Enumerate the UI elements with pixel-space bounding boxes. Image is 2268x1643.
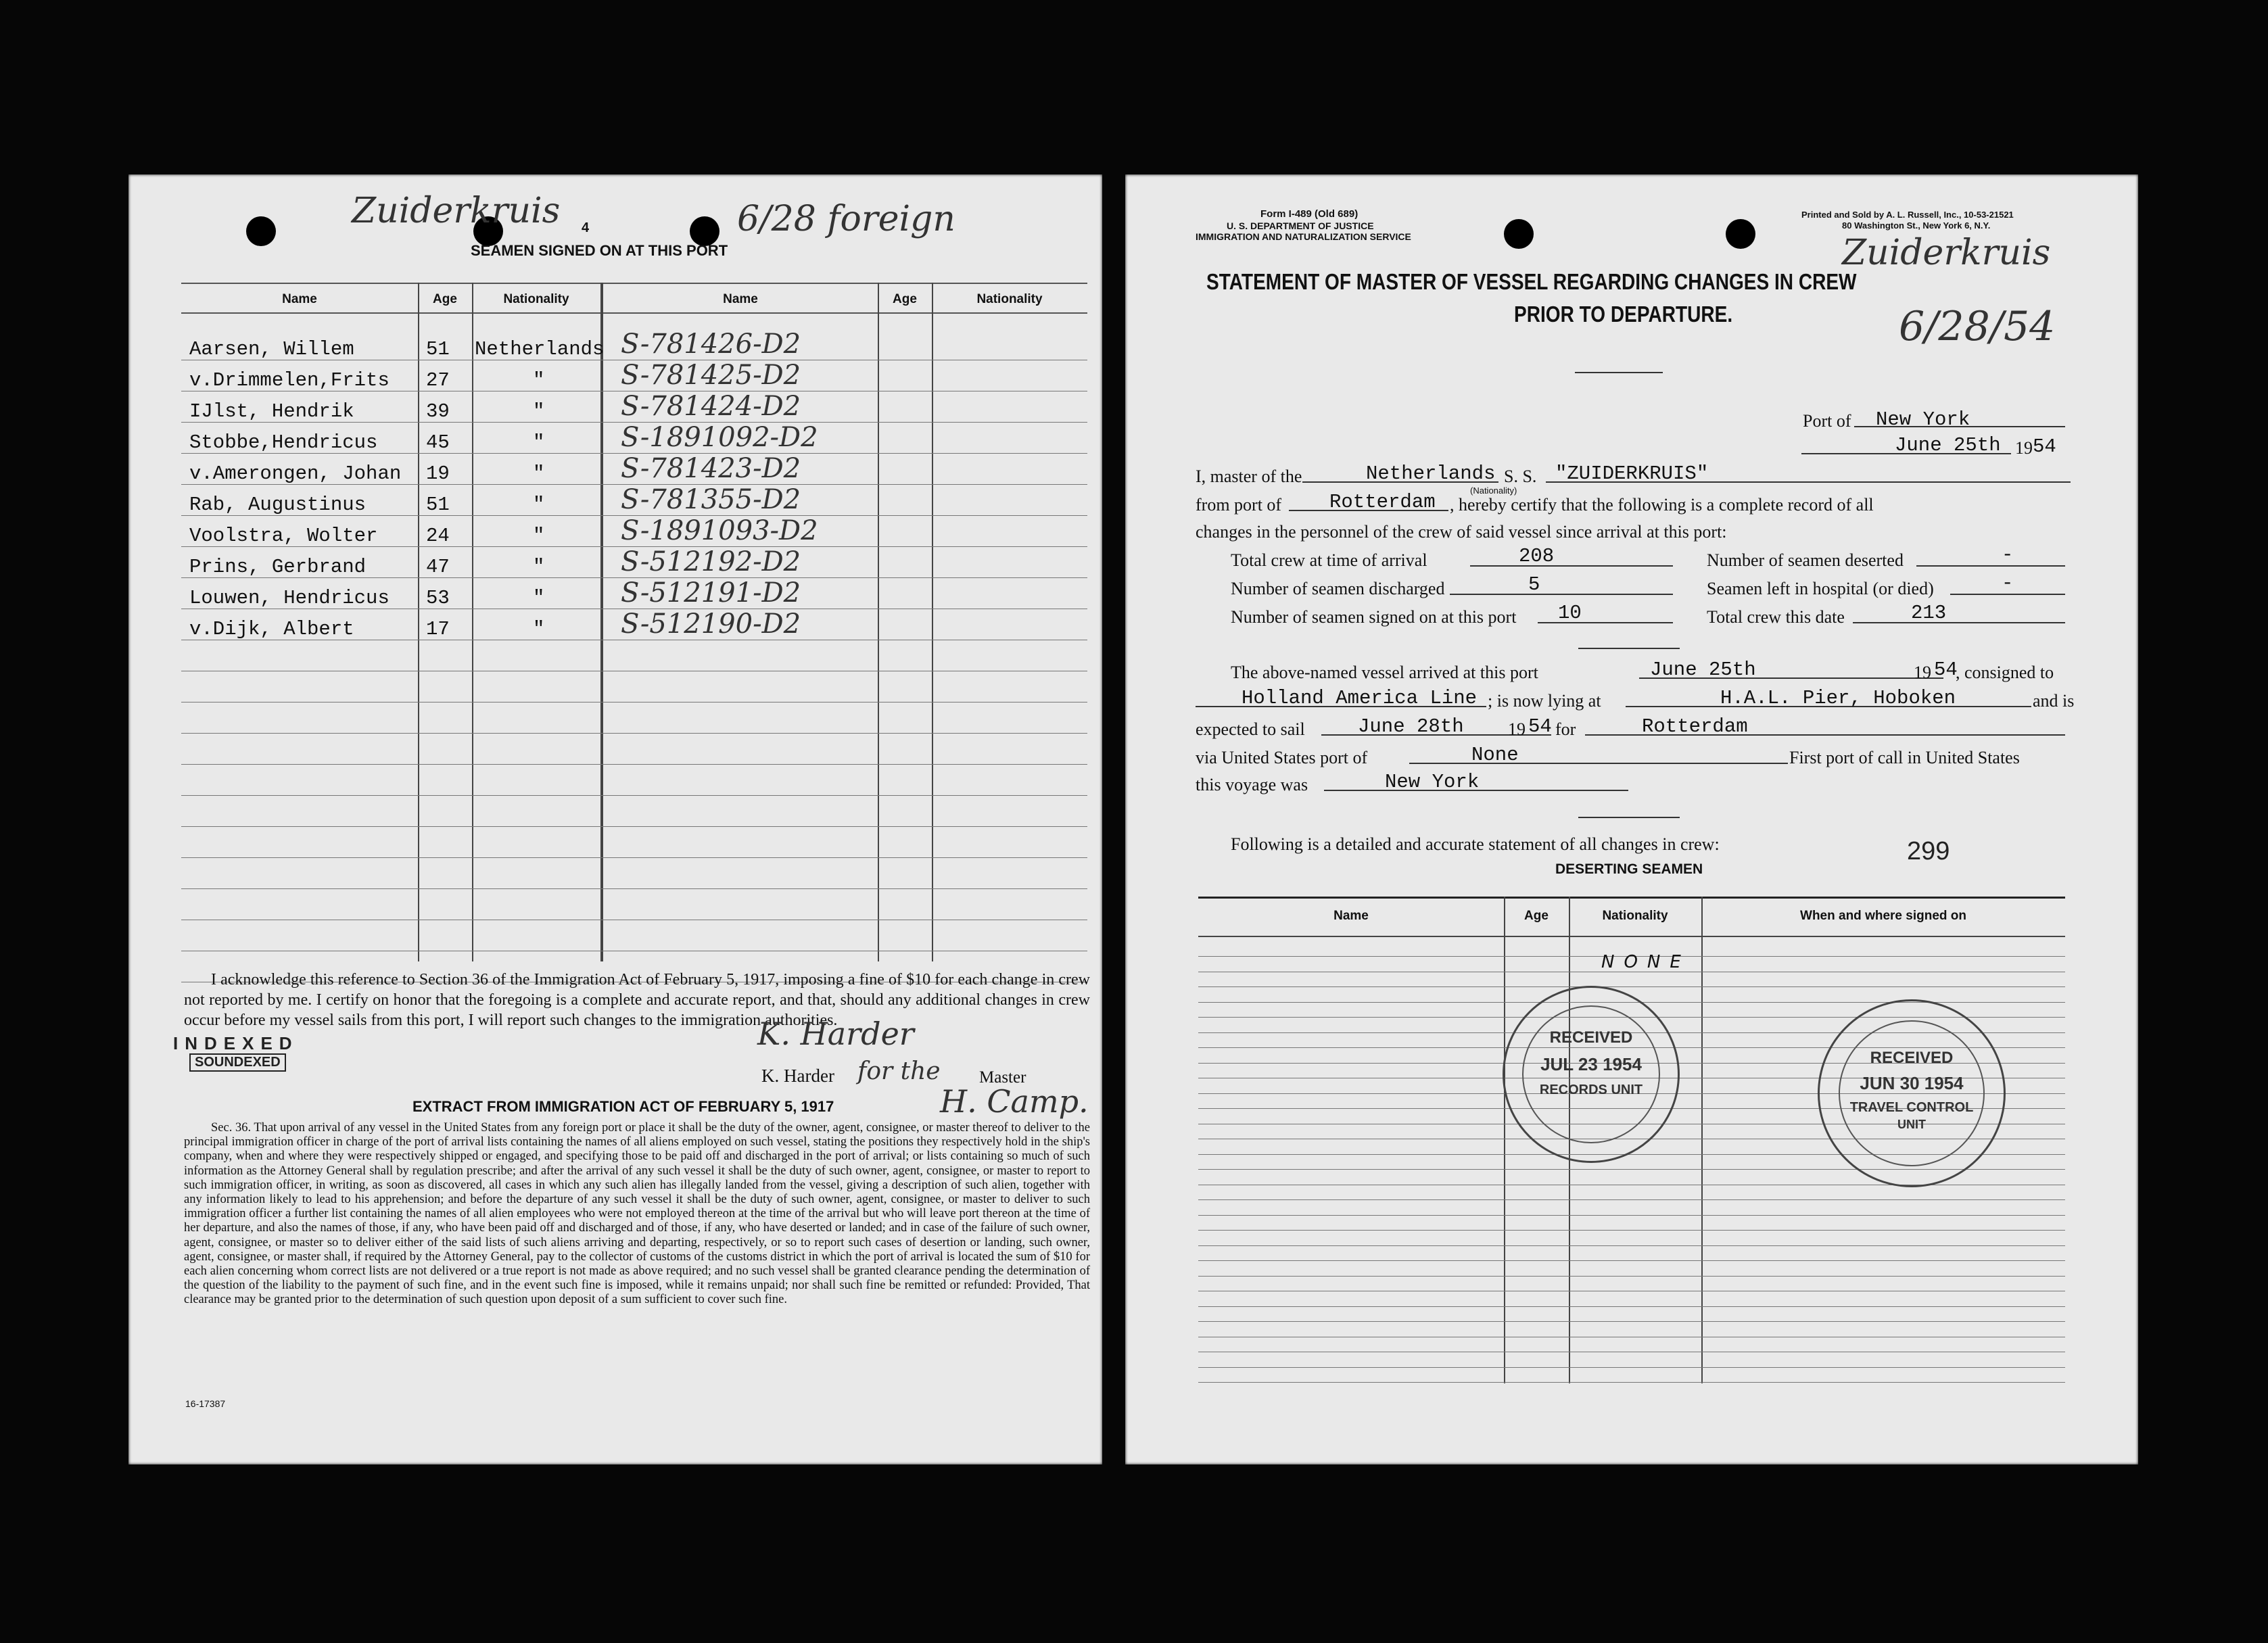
expected-year: 54 bbox=[1528, 715, 1552, 738]
title-line-2: PRIOR TO DEPARTURE. bbox=[1514, 302, 1733, 327]
left-page bbox=[128, 174, 1102, 1465]
signature-script: K. Harder bbox=[757, 1016, 914, 1052]
deserted-value: - bbox=[2002, 544, 2014, 566]
ruled-line bbox=[1198, 1245, 2065, 1246]
signed-on-label: Number of seamen signed on at this port bbox=[1231, 607, 1517, 627]
discharged-value: 5 bbox=[1528, 573, 1540, 596]
form-number: Form I-489 (Old 689) bbox=[1260, 208, 1359, 220]
column-header: Nationality bbox=[1602, 909, 1668, 923]
seaman-document-number: S-781355-D2 bbox=[621, 484, 801, 515]
year-value: 54 bbox=[2033, 435, 2056, 458]
ruled-line bbox=[1198, 1306, 2065, 1307]
seaman-name: Louwen, Hendricus bbox=[189, 587, 389, 609]
seaman-age: 17 bbox=[426, 618, 450, 640]
seaman-document-number: S-512191-D2 bbox=[621, 577, 801, 609]
seaman-nationality: Netherlands bbox=[475, 338, 605, 360]
master-of-the-label: I, master of the bbox=[1196, 467, 1302, 486]
ruled-line bbox=[1198, 1276, 2065, 1277]
ruled-line bbox=[181, 795, 1087, 796]
first-port-label: First port of call in United States bbox=[1789, 748, 2020, 767]
print-code: 16-17387 bbox=[185, 1398, 226, 1409]
seaman-age: 47 bbox=[426, 556, 450, 578]
service: IMMIGRATION AND NATURALIZATION SERVICE bbox=[1196, 231, 1411, 242]
ruled-line bbox=[1198, 1367, 2065, 1368]
expected-year-prefix: 19 bbox=[1508, 719, 1526, 739]
seaman-document-number: S-781424-D2 bbox=[621, 391, 801, 422]
stamp-text: RECORDS UNIT bbox=[1539, 1082, 1643, 1097]
via-label: via United States port of bbox=[1196, 748, 1368, 767]
ship-name: "ZUIDERKRUIS" bbox=[1555, 462, 1709, 485]
and-is-label: and is bbox=[2033, 691, 2075, 711]
certify-text: , hereby certify that the following is a complete record of all bbox=[1450, 495, 1874, 515]
ruled-line bbox=[181, 764, 1087, 765]
arrived-value: June 25th bbox=[1650, 659, 1756, 681]
from-port-value: Rotterdam bbox=[1329, 491, 1436, 513]
following-text: Following is a detailed and accurate statement of all changes in crew: bbox=[1231, 834, 1720, 854]
seaman-name: Aarsen, Willem bbox=[189, 338, 354, 360]
voyage-value: New York bbox=[1385, 771, 1480, 793]
received-stamp-travel-control bbox=[1818, 999, 2006, 1187]
for-value: Rotterdam bbox=[1642, 715, 1748, 738]
ruled-line bbox=[1198, 1199, 2065, 1200]
seaman-name: IJlst, Hendrik bbox=[189, 400, 354, 423]
extract-title: EXTRACT FROM IMMIGRATION ACT OF FEBRUARY 5, 1917 bbox=[412, 1098, 834, 1115]
deserting-title: DESERTING SEAMEN bbox=[1555, 861, 1703, 877]
port-value: New York bbox=[1876, 408, 1970, 431]
column-header: Nationality bbox=[976, 292, 1043, 306]
column-header: Age bbox=[1524, 909, 1549, 923]
punch-hole bbox=[246, 216, 276, 246]
via-value: None bbox=[1471, 744, 1519, 766]
seaman-nationality: " bbox=[533, 400, 545, 423]
soundexed-stamp: SOUNDEXED bbox=[189, 1053, 286, 1072]
column-header: Name bbox=[723, 292, 758, 306]
column-header: Name bbox=[1333, 909, 1369, 923]
ruled-line bbox=[181, 857, 1087, 858]
signature-for: for the bbox=[857, 1057, 941, 1085]
seaman-document-number: S-1891093-D2 bbox=[621, 515, 818, 546]
year-prefix: 19 bbox=[2015, 438, 2033, 458]
from-port-label: from port of bbox=[1196, 495, 1282, 515]
for-label: for bbox=[1555, 719, 1576, 739]
seaman-age: 51 bbox=[426, 338, 450, 360]
total-crew-arrival-value: 208 bbox=[1519, 545, 1555, 567]
hospital-value: - bbox=[2002, 572, 2014, 594]
title-line-1: STATEMENT OF MASTER OF VESSEL REGARDING CHANGES IN CREW bbox=[1206, 269, 1857, 294]
seaman-name: Rab, Augustinus bbox=[189, 494, 367, 516]
lying-value: H.A.L. Pier, Hoboken bbox=[1720, 687, 1956, 709]
total-crew-arrival-label: Total crew at time of arrival bbox=[1231, 550, 1427, 570]
column-header: Nationality bbox=[503, 292, 569, 306]
date-value: June 25th bbox=[1895, 434, 2001, 456]
signature-typed: K. Harder bbox=[761, 1066, 834, 1086]
nationality-caption: (Nationality) bbox=[1470, 485, 1517, 496]
consignee: Holland America Line bbox=[1242, 687, 1478, 709]
column-header: Age bbox=[893, 292, 917, 306]
consigned-label: , consigned to bbox=[1956, 663, 2054, 682]
deserted-label: Number of seamen deserted bbox=[1707, 550, 1904, 570]
nationality-value: Netherlands bbox=[1366, 462, 1496, 485]
stamp-text: JUN 30 1954 bbox=[1860, 1073, 1964, 1093]
right-page bbox=[1125, 174, 2138, 1465]
discharged-label: Number of seamen discharged bbox=[1231, 579, 1445, 598]
signature-second: H. Camp. bbox=[940, 1083, 1089, 1120]
arrived-year-prefix: 19 bbox=[1914, 663, 1931, 682]
seaman-nationality: " bbox=[533, 494, 545, 516]
signed-on-value: 10 bbox=[1558, 602, 1582, 624]
stamp-text: TRAVEL CONTROL bbox=[1849, 1100, 1974, 1115]
seaman-nationality: " bbox=[533, 556, 545, 578]
seaman-nationality: " bbox=[533, 618, 545, 640]
seaman-age: 51 bbox=[426, 494, 450, 516]
voyage-label: this voyage was bbox=[1196, 775, 1308, 794]
port-label: Port of bbox=[1803, 411, 1851, 431]
page-number: 4 bbox=[582, 220, 590, 235]
arrived-label: The above-named vessel arrived at this port bbox=[1231, 663, 1538, 682]
handwritten-note: 6/28 foreign bbox=[737, 199, 955, 239]
expected-label: expected to sail bbox=[1196, 719, 1305, 739]
stamp-text: RECEIVED bbox=[1870, 1049, 1954, 1067]
seaman-nationality: " bbox=[533, 462, 545, 485]
seaman-document-number: S-512192-D2 bbox=[621, 546, 801, 577]
seaman-nationality: " bbox=[533, 587, 545, 609]
ruled-line bbox=[1198, 1215, 2065, 1216]
hospital-label: Seamen left in hospital (or died) bbox=[1707, 579, 1934, 598]
lying-label: ; is now lying at bbox=[1488, 691, 1601, 711]
seaman-name: v.Drimmelen,Frits bbox=[189, 369, 389, 391]
printer-line-1: Printed and Sold by A. L. Russell, Inc., 10-53-21521 bbox=[1801, 210, 2014, 220]
handwritten-ship-name: Zuiderkruis bbox=[352, 191, 561, 231]
total-today-label: Total crew this date bbox=[1707, 607, 1845, 627]
ruled-line bbox=[181, 826, 1087, 827]
seaman-document-number: S-781426-D2 bbox=[621, 329, 801, 360]
seaman-nationality: " bbox=[533, 525, 545, 547]
seaman-nationality: " bbox=[533, 431, 545, 454]
ruled-line bbox=[1198, 1321, 2065, 1322]
punch-hole bbox=[1504, 219, 1534, 249]
seaman-document-number: S-512190-D2 bbox=[621, 609, 801, 640]
printer-line-2: 80 Washington St., New York 6, N.Y. bbox=[1842, 220, 1991, 231]
seaman-document-number: S-1891092-D2 bbox=[621, 422, 818, 453]
stamp-text: JUL 23 1954 bbox=[1540, 1054, 1642, 1074]
ruled-line bbox=[181, 702, 1087, 703]
stamp-text: UNIT bbox=[1897, 1118, 1926, 1131]
seaman-name: Prins, Gerbrand bbox=[189, 556, 367, 578]
ss-label: S. S. bbox=[1504, 467, 1537, 486]
seaman-name: v.Amerongen, Johan bbox=[189, 462, 402, 485]
master-label: Master bbox=[979, 1068, 1026, 1087]
none-entry: NONE bbox=[1601, 952, 1691, 972]
seaman-document-number: S-781425-D2 bbox=[621, 360, 801, 391]
seaman-age: 19 bbox=[426, 462, 450, 485]
seaman-name: Voolstra, Wolter bbox=[189, 525, 378, 547]
stamp-number: 299 bbox=[1907, 837, 1950, 865]
ruled-line bbox=[1198, 1230, 2065, 1231]
seaman-name: Stobbe,Hendricus bbox=[189, 431, 378, 454]
arrived-year: 54 bbox=[1934, 659, 1958, 681]
ruled-line bbox=[181, 888, 1087, 889]
seaman-age: 24 bbox=[426, 525, 450, 547]
column-header: Age bbox=[433, 292, 457, 306]
seaman-age: 45 bbox=[426, 431, 450, 454]
handwritten-ship-name: Zuiderkruis bbox=[1842, 233, 2051, 273]
ruled-line bbox=[1198, 986, 2065, 987]
seaman-age: 27 bbox=[426, 369, 450, 391]
ruled-line bbox=[1198, 1382, 2065, 1383]
changes-text: changes in the personnel of the crew of said vessel since arrival at this port: bbox=[1196, 522, 1727, 542]
seamen-signed-on-table bbox=[181, 283, 1087, 961]
stamp-text: RECEIVED bbox=[1549, 1028, 1633, 1047]
handwritten-date: 6/28/54 bbox=[1899, 303, 2056, 350]
seaman-nationality: " bbox=[533, 369, 545, 391]
seaman-document-number: S-781423-D2 bbox=[621, 453, 801, 484]
column-header: Name bbox=[282, 292, 317, 306]
seaman-name: v.Dijk, Albert bbox=[189, 618, 354, 640]
expected-value: June 28th bbox=[1358, 715, 1464, 738]
department: U. S. DEPARTMENT OF JUSTICE bbox=[1227, 220, 1374, 231]
acknowledge-text: I acknowledge this reference to Section 36 of the Immigration Act of February 5, 1917, imposing a fine of $10 for each change in crew not reported by me. I certify on honor that the foregoing is a complete and accurate report, and that, should any additional changes in crew occur before my vessel sails from this port, I will report such changes to the immigration authorities. bbox=[184, 971, 1090, 1029]
punch-hole bbox=[1726, 219, 1755, 249]
column-header: When and where signed on bbox=[1800, 909, 1966, 923]
total-today-value: 213 bbox=[1911, 602, 1947, 624]
indexed-stamp: INDEXED bbox=[173, 1033, 299, 1053]
seaman-age: 39 bbox=[426, 400, 450, 423]
ruled-line bbox=[181, 733, 1087, 734]
section-title: SEAMEN SIGNED ON AT THIS PORT bbox=[471, 242, 728, 259]
ruled-line bbox=[1198, 1260, 2065, 1261]
extract-text: Sec. 36. That upon arrival of any vessel in the United States from any foreign port or place it shall be the duty of the owner, agent, consignee, or master thereof to deliver to the principal immigration officer in charge of the port of arrival lists containing the names of all aliens employed on such vessel, stating the positions they respectively hold in the ship's company, when and where they were respectively shipped or engaged, and specifying those to be paid off and discharged in the port of arrival; or lists containing so much of such information as the Attorney General shall by regulation prescribe; and after the arrival of any such vessel it shall be the duty of such owner, agent, consignee, or master to report to such immigration officer, in writing, as soon as discovered, all cases in which any such alien has illegally landed from the vessel, giving a description of such alien, together with any information likely to lead to his apprehension; and before the departure of any such vessel it shall be the duty of such owner, agent, consignee, or master to deliver to such immigration officer a further list containing the names of all alien employees who were not employed thereon at the time of the arrival but who will leave port thereon at the time of her departure, and also the names of those, if any, who have been paid off and discharged and of those, if any, who have deserted or landed; and in case of the failure of such owner, agent, consignee, or master so to deliver either of the said lists of such aliens arriving and departing, respectively, or so to report such cases of desertion or landing, such owner, agent, consignee, or master shall, if required by the Attorney General, pay to the collector of customs of the customs district in which the port of arrival is located the sum of $10 for each alien concerning whom correct lists are not delivered or a true report is not made as above required; and no such vessel shall be granted clearance pending the determination of the question of the liability to the payment of such fine, and in the event such fine is imposed, while it remains unpaid; nor shall such fine be remitted or refunded: Provided, That clearance may be granted prior to the determination of such question upon deposit of a sum sufficient to cover such fine. bbox=[184, 1121, 1090, 1307]
received-stamp-records-unit bbox=[1503, 986, 1680, 1163]
seaman-age: 53 bbox=[426, 587, 450, 609]
